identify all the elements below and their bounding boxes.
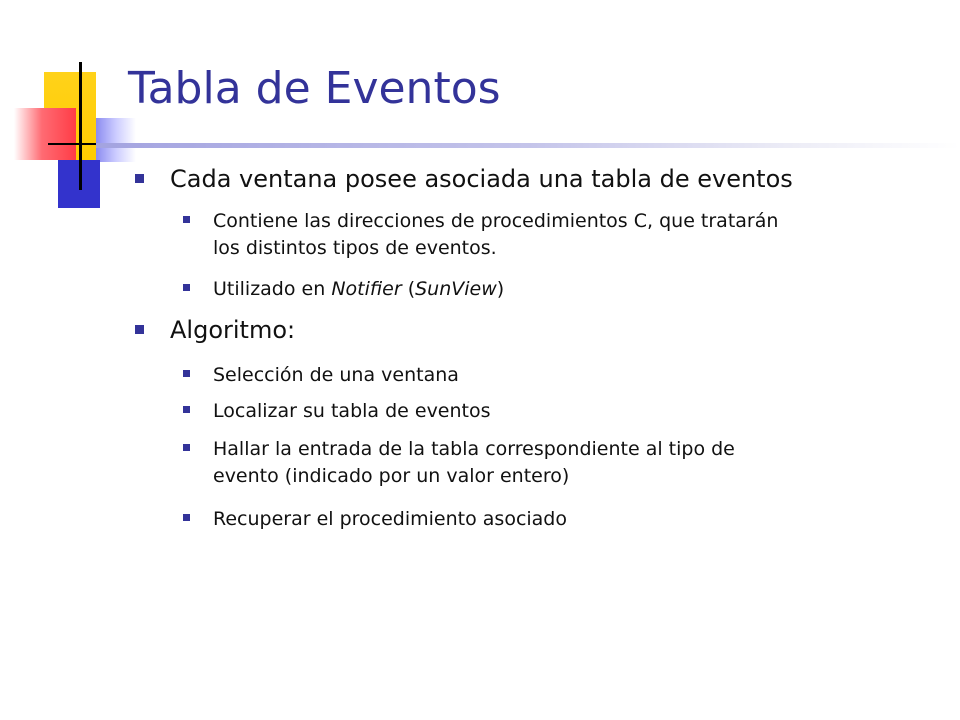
decor-red-square <box>14 108 76 160</box>
bullet-text: Algoritmo: <box>170 316 296 344</box>
sub-bullet-text: Localizar su tabla de eventos <box>213 400 491 422</box>
bullet-marker <box>183 370 190 377</box>
sub-bullet-utilizado <box>213 276 504 303</box>
sub-bullet-line-1: Hallar la entrada de la tabla correspondiente al tipo de <box>213 438 735 460</box>
sub-bullet-seleccion <box>213 362 459 389</box>
bullet-marker <box>135 325 144 334</box>
text-sunview: SunView <box>415 278 497 300</box>
decor-blue-glow <box>96 118 136 162</box>
bullet-cada-ventana <box>170 164 793 194</box>
sub-bullet-recuperar <box>213 506 567 533</box>
sub-bullet-hallar <box>213 436 735 490</box>
sub-bullet-text <box>213 278 504 300</box>
sub-bullet-line-2: evento (indicado por un valor entero) <box>213 465 570 487</box>
bullet-marker <box>183 216 190 223</box>
sub-bullet-text: Selección de una ventana <box>213 364 459 386</box>
text-prefix: Utilizado en <box>213 278 332 300</box>
sub-bullet-contiene <box>213 208 778 262</box>
slide-title: Tabla de Eventos <box>128 63 501 114</box>
bullet-text: Cada ventana posee asociada una tabla de eventos <box>170 165 793 193</box>
bullet-marker <box>183 514 190 521</box>
bullet-marker <box>135 174 144 183</box>
text-mid: ( <box>401 278 416 300</box>
text-suffix: ) <box>496 278 505 300</box>
bullet-marker <box>183 444 190 451</box>
sub-bullet-line-2: los distintos tipos de eventos. <box>213 237 497 259</box>
sub-bullet-text: Recuperar el procedimiento asociado <box>213 508 567 530</box>
bullet-algoritmo <box>170 315 295 345</box>
decor-vertical-line <box>79 62 82 190</box>
sub-bullet-localizar <box>213 398 491 425</box>
bullet-marker <box>183 284 190 291</box>
sub-bullet-line-1: Contiene las direcciones de procedimientos C, que tratarán <box>213 210 779 232</box>
bullet-marker <box>183 406 190 413</box>
text-notifier: Notifier <box>331 278 402 300</box>
title-underline <box>96 143 960 148</box>
